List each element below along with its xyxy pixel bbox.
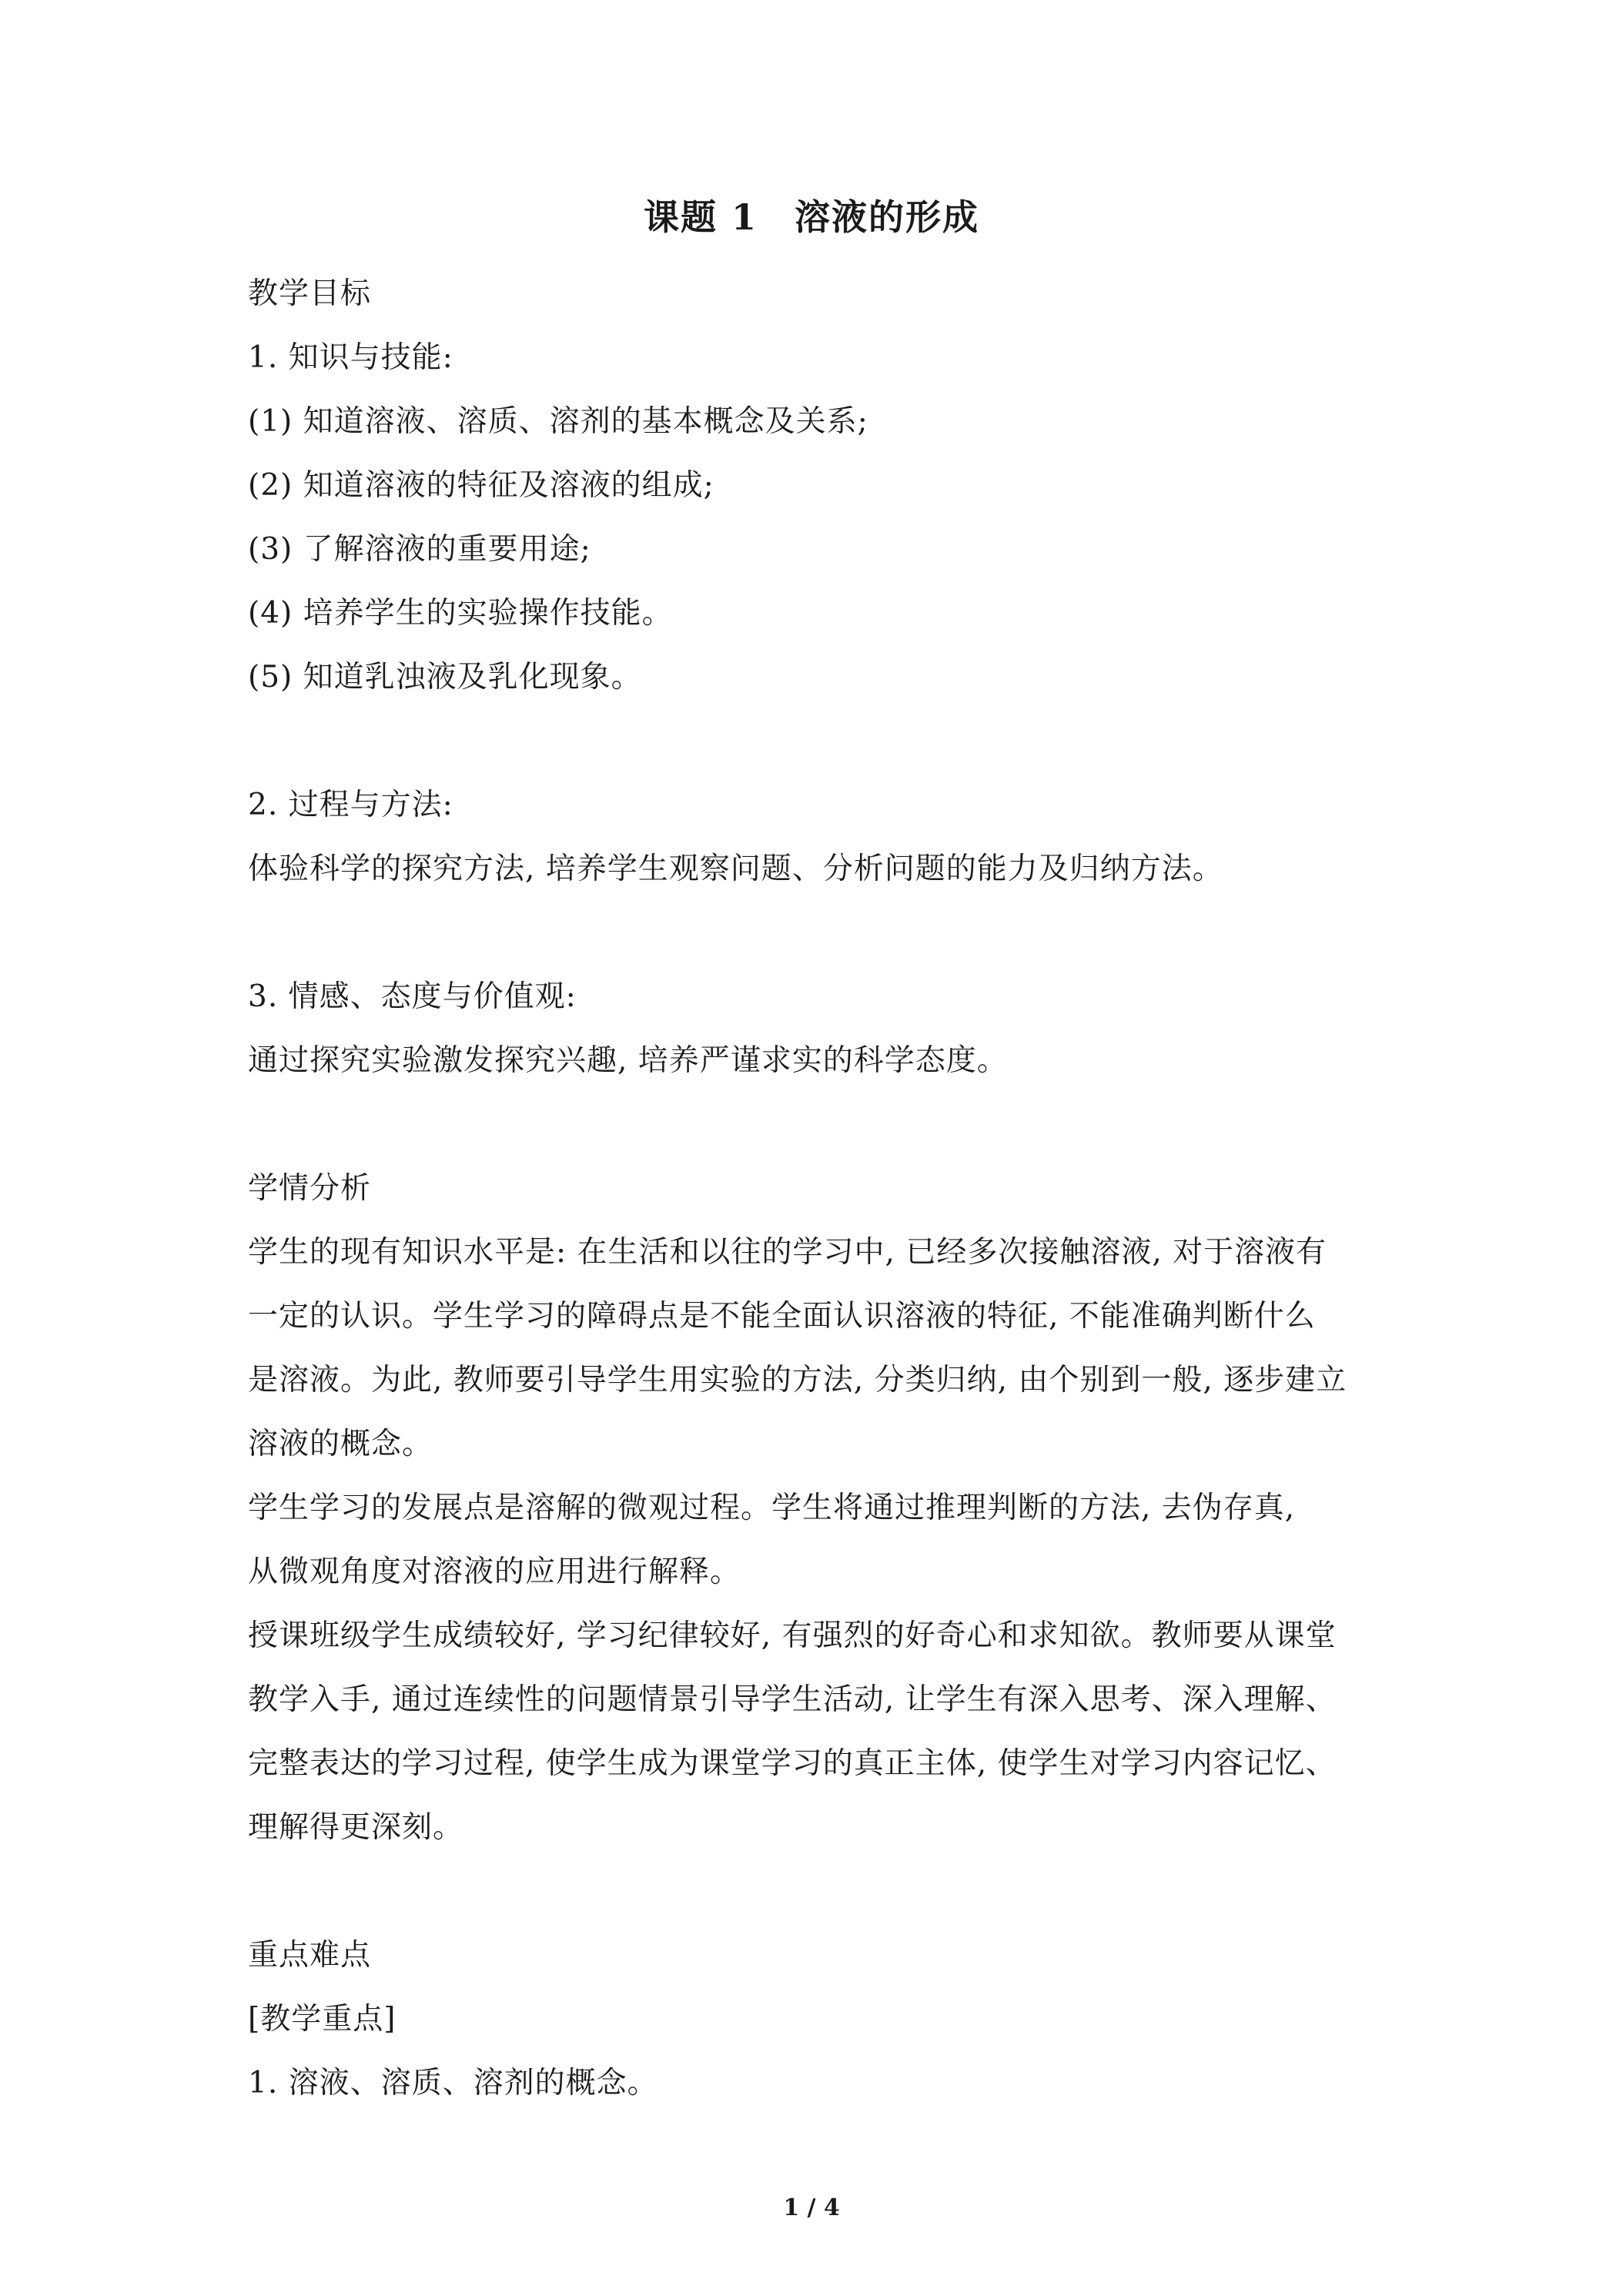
- page-title: 课题 1 溶液的形成: [643, 196, 980, 238]
- section-heading-key-difficulties: 重点难点: [248, 1938, 372, 1973]
- paragraph-line: 通过探究实验激发探究兴趣, 培养严谨求实的科学态度。: [248, 1043, 1008, 1078]
- paragraph-line: 从微观角度对溶液的应用进行解释。: [248, 1555, 741, 1589]
- page-number: 1 / 4: [783, 2194, 840, 2221]
- paragraph-line: 溶液的概念。: [248, 1427, 433, 1461]
- focus-item-1: 1. 溶液、溶质、溶剂的概念。: [248, 2066, 658, 2100]
- goal-item-3: (3) 了解溶液的重要用途;: [248, 532, 591, 567]
- goal-item-5: (5) 知道乳浊液及乳化现象。: [248, 660, 642, 694]
- subheading-teaching-focus: [教学重点]: [248, 2002, 397, 2037]
- section-heading-teaching-goals: 教学目标: [248, 276, 372, 311]
- paragraph-line: 一定的认识。学生学习的障碍点是不能全面认识溶液的特征, 不能准确判断什么: [248, 1299, 1316, 1334]
- subheading-attitudes-values: 3. 情感、态度与价值观:: [248, 979, 577, 1014]
- subheading-knowledge-skills: 1. 知识与技能:: [248, 340, 453, 375]
- paragraph-line: 学生学习的发展点是溶解的微观过程。学生将通过推理判断的方法, 去伪存真,: [248, 1491, 1296, 1525]
- goal-item-4: (4) 培养学生的实验操作技能。: [248, 596, 673, 631]
- paragraph-line: 体验科学的探究方法, 培养学生观察问题、分析问题的能力及归纳方法。: [248, 852, 1223, 886]
- paragraph-line: 学生的现有知识水平是: 在生活和以往的学习中, 已经多次接触溶液, 对于溶液有: [248, 1235, 1327, 1270]
- section-heading-student-analysis: 学情分析: [248, 1171, 372, 1206]
- goal-item-2: (2) 知道溶液的特征及溶液的组成;: [248, 468, 714, 503]
- paragraph-line: 完整表达的学习过程, 使学生成为课堂学习的真正主体, 使学生对学习内容记忆、: [248, 1746, 1337, 1781]
- paragraph-line: 是溶液。为此, 教师要引导学生用实验的方法, 分类归纳, 由个别到一般, 逐步建立: [248, 1363, 1347, 1397]
- goal-item-1: (1) 知道溶液、溶质、溶剂的基本概念及关系;: [248, 404, 868, 439]
- subheading-process-methods: 2. 过程与方法:: [248, 788, 453, 822]
- paragraph-line: 理解得更深刻。: [248, 1810, 464, 1845]
- paragraph-line: 教学入手, 通过连续性的问题情景引导学生活动, 让学生有深入思考、深入理解、: [248, 1682, 1337, 1717]
- paragraph-line: 授课班级学生成绩较好, 学习纪律较好, 有强烈的好奇心和求知欲。教师要从课堂: [248, 1618, 1337, 1653]
